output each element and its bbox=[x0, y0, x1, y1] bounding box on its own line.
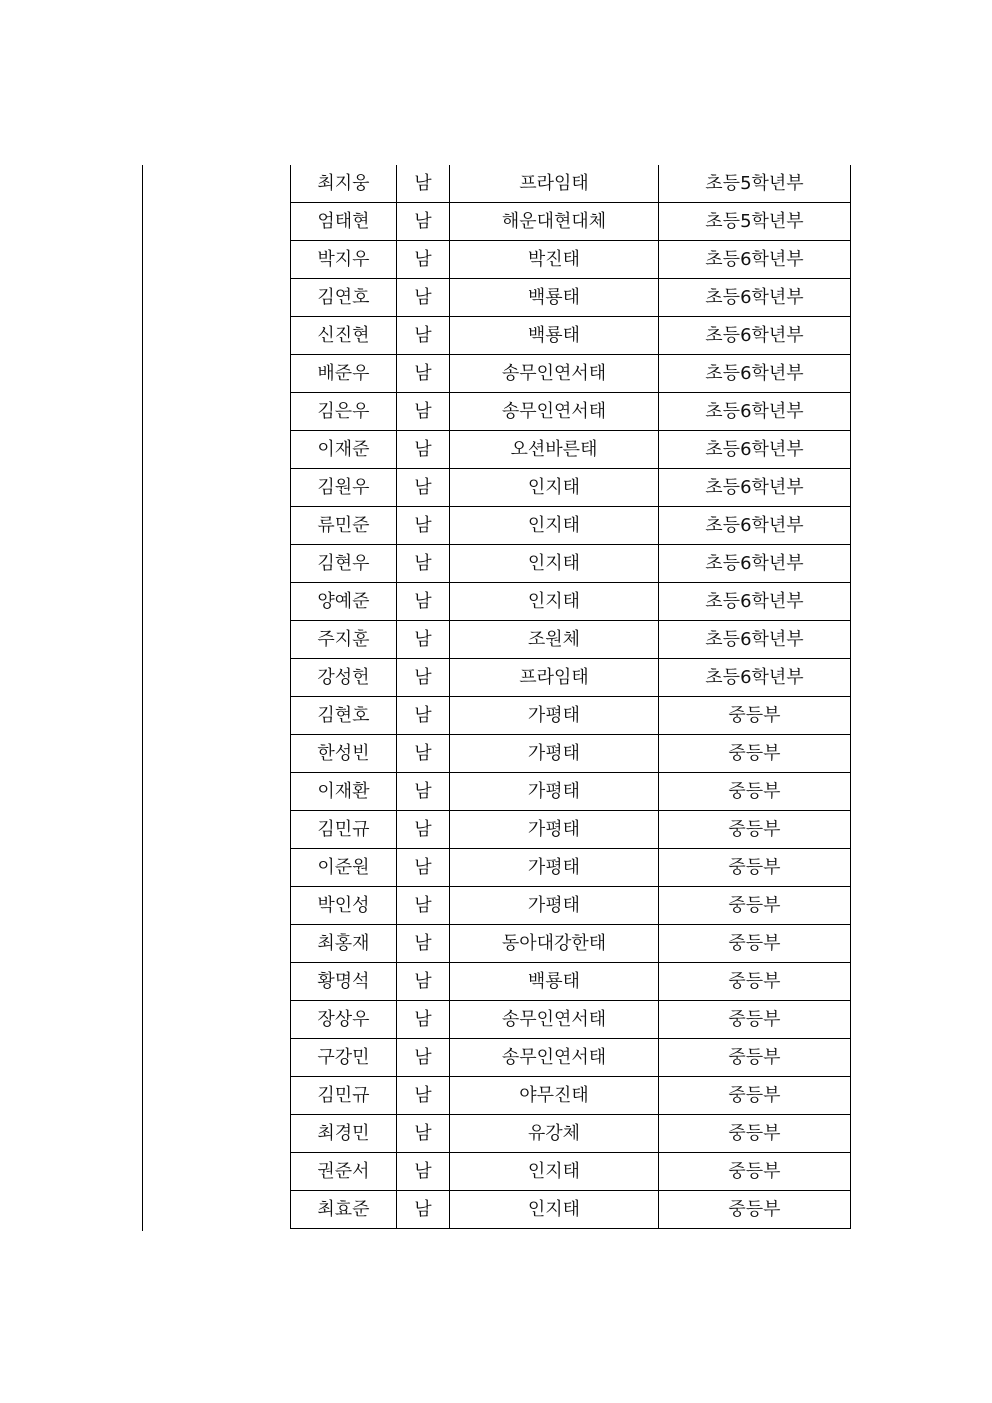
cell-name: 김원우 bbox=[291, 469, 397, 507]
cell-division: 중등부 bbox=[659, 963, 851, 1001]
cell-division: 초등6학년부 bbox=[659, 659, 851, 697]
cell-name: 주지훈 bbox=[291, 621, 397, 659]
cell-gender: 남 bbox=[397, 393, 450, 431]
participants-table bbox=[290, 165, 851, 1229]
cell-club: 오션바른태 bbox=[450, 431, 659, 469]
cell-gender: 남 bbox=[397, 1001, 450, 1039]
cell-division: 초등6학년부 bbox=[659, 355, 851, 393]
cell-division: 초등6학년부 bbox=[659, 393, 851, 431]
cell-club: 가평태 bbox=[450, 735, 659, 773]
cell-name: 구강민 bbox=[291, 1039, 397, 1077]
cell-division: 초등6학년부 bbox=[659, 279, 851, 317]
cell-gender: 남 bbox=[397, 1191, 450, 1229]
cell-division: 중등부 bbox=[659, 1077, 851, 1115]
cell-club: 가평태 bbox=[450, 849, 659, 887]
cell-club: 인지태 bbox=[450, 507, 659, 545]
cell-gender: 남 bbox=[397, 203, 450, 241]
cell-club: 송무인연서태 bbox=[450, 1039, 659, 1077]
cell-gender: 남 bbox=[397, 583, 450, 621]
cell-name: 최홍재 bbox=[291, 925, 397, 963]
cell-club: 가평태 bbox=[450, 697, 659, 735]
cell-name: 양예준 bbox=[291, 583, 397, 621]
cell-name: 김은우 bbox=[291, 393, 397, 431]
cell-name: 류민준 bbox=[291, 507, 397, 545]
cell-name: 김민규 bbox=[291, 1077, 397, 1115]
table-row bbox=[291, 165, 851, 203]
cell-club: 인지태 bbox=[450, 583, 659, 621]
table-row bbox=[291, 1191, 851, 1229]
cell-division: 중등부 bbox=[659, 887, 851, 925]
cell-club: 야무진태 bbox=[450, 1077, 659, 1115]
table-row bbox=[291, 507, 851, 545]
cell-name: 배준우 bbox=[291, 355, 397, 393]
cell-gender: 남 bbox=[397, 621, 450, 659]
cell-division: 초등6학년부 bbox=[659, 469, 851, 507]
table-row bbox=[291, 887, 851, 925]
cell-division: 초등5학년부 bbox=[659, 203, 851, 241]
table-row bbox=[291, 317, 851, 355]
cell-gender: 남 bbox=[397, 925, 450, 963]
cell-club: 송무인연서태 bbox=[450, 1001, 659, 1039]
cell-club: 해운대현대체 bbox=[450, 203, 659, 241]
cell-division: 초등6학년부 bbox=[659, 545, 851, 583]
cell-club: 백룡태 bbox=[450, 317, 659, 355]
cell-gender: 남 bbox=[397, 241, 450, 279]
table-row bbox=[291, 925, 851, 963]
cell-gender: 남 bbox=[397, 849, 450, 887]
cell-division: 중등부 bbox=[659, 735, 851, 773]
cell-division: 초등6학년부 bbox=[659, 583, 851, 621]
table-row bbox=[291, 1115, 851, 1153]
cell-name: 신진현 bbox=[291, 317, 397, 355]
cell-club: 프라임태 bbox=[450, 659, 659, 697]
cell-gender: 남 bbox=[397, 1039, 450, 1077]
cell-club: 백룡태 bbox=[450, 963, 659, 1001]
cell-division: 중등부 bbox=[659, 1191, 851, 1229]
cell-club: 송무인연서태 bbox=[450, 393, 659, 431]
cell-club: 조원체 bbox=[450, 621, 659, 659]
cell-division: 초등6학년부 bbox=[659, 621, 851, 659]
table-row bbox=[291, 1001, 851, 1039]
cell-name: 강성헌 bbox=[291, 659, 397, 697]
cell-club: 프라임태 bbox=[450, 165, 659, 203]
cell-division: 초등6학년부 bbox=[659, 507, 851, 545]
cell-name: 김현호 bbox=[291, 697, 397, 735]
cell-division: 중등부 bbox=[659, 1001, 851, 1039]
cell-gender: 남 bbox=[397, 431, 450, 469]
table-row bbox=[291, 431, 851, 469]
table-row bbox=[291, 621, 851, 659]
left-border-line bbox=[142, 165, 143, 1231]
cell-gender: 남 bbox=[397, 1153, 450, 1191]
cell-club: 가평태 bbox=[450, 811, 659, 849]
cell-name: 김현우 bbox=[291, 545, 397, 583]
cell-name: 엄태현 bbox=[291, 203, 397, 241]
cell-gender: 남 bbox=[397, 735, 450, 773]
cell-name: 한성빈 bbox=[291, 735, 397, 773]
table-row bbox=[291, 963, 851, 1001]
cell-name: 최효준 bbox=[291, 1191, 397, 1229]
cell-club: 인지태 bbox=[450, 1191, 659, 1229]
cell-division: 중등부 bbox=[659, 811, 851, 849]
table-row bbox=[291, 849, 851, 887]
cell-division: 중등부 bbox=[659, 1115, 851, 1153]
cell-club: 유강체 bbox=[450, 1115, 659, 1153]
cell-club: 가평태 bbox=[450, 773, 659, 811]
cell-gender: 남 bbox=[397, 963, 450, 1001]
table-row bbox=[291, 203, 851, 241]
cell-club: 인지태 bbox=[450, 469, 659, 507]
table-row bbox=[291, 697, 851, 735]
participants-table-body bbox=[291, 165, 851, 1229]
table-row bbox=[291, 735, 851, 773]
cell-gender: 남 bbox=[397, 659, 450, 697]
cell-club: 인지태 bbox=[450, 545, 659, 583]
cell-division: 중등부 bbox=[659, 1153, 851, 1191]
cell-division: 초등6학년부 bbox=[659, 317, 851, 355]
cell-gender: 남 bbox=[397, 773, 450, 811]
cell-division: 중등부 bbox=[659, 1039, 851, 1077]
cell-name: 이재환 bbox=[291, 773, 397, 811]
table-row bbox=[291, 279, 851, 317]
cell-gender: 남 bbox=[397, 887, 450, 925]
table-row bbox=[291, 241, 851, 279]
table-row bbox=[291, 583, 851, 621]
table-row bbox=[291, 545, 851, 583]
cell-gender: 남 bbox=[397, 1115, 450, 1153]
cell-name: 이준원 bbox=[291, 849, 397, 887]
cell-name: 장상우 bbox=[291, 1001, 397, 1039]
cell-gender: 남 bbox=[397, 355, 450, 393]
cell-gender: 남 bbox=[397, 545, 450, 583]
cell-gender: 남 bbox=[397, 165, 450, 203]
cell-club: 가평태 bbox=[450, 887, 659, 925]
cell-club: 박진태 bbox=[450, 241, 659, 279]
cell-club: 인지태 bbox=[450, 1153, 659, 1191]
cell-club: 백룡태 bbox=[450, 279, 659, 317]
table-row bbox=[291, 811, 851, 849]
table-row bbox=[291, 1039, 851, 1077]
cell-name: 박지우 bbox=[291, 241, 397, 279]
cell-name: 최지웅 bbox=[291, 165, 397, 203]
cell-gender: 남 bbox=[397, 279, 450, 317]
cell-gender: 남 bbox=[397, 469, 450, 507]
cell-name: 최경민 bbox=[291, 1115, 397, 1153]
cell-club: 송무인연서태 bbox=[450, 355, 659, 393]
cell-division: 중등부 bbox=[659, 697, 851, 735]
table-row bbox=[291, 1077, 851, 1115]
cell-club: 동아대강한태 bbox=[450, 925, 659, 963]
cell-name: 김민규 bbox=[291, 811, 397, 849]
cell-division: 중등부 bbox=[659, 773, 851, 811]
table-row bbox=[291, 393, 851, 431]
cell-division: 중등부 bbox=[659, 849, 851, 887]
cell-name: 이재준 bbox=[291, 431, 397, 469]
cell-gender: 남 bbox=[397, 317, 450, 355]
cell-name: 황명석 bbox=[291, 963, 397, 1001]
table-row bbox=[291, 659, 851, 697]
cell-gender: 남 bbox=[397, 507, 450, 545]
table-row bbox=[291, 1153, 851, 1191]
table-row bbox=[291, 773, 851, 811]
cell-gender: 남 bbox=[397, 1077, 450, 1115]
cell-division: 초등6학년부 bbox=[659, 241, 851, 279]
cell-division: 중등부 bbox=[659, 925, 851, 963]
cell-division: 초등6학년부 bbox=[659, 431, 851, 469]
table-row bbox=[291, 355, 851, 393]
cell-name: 권준서 bbox=[291, 1153, 397, 1191]
table-row bbox=[291, 469, 851, 507]
cell-gender: 남 bbox=[397, 811, 450, 849]
cell-gender: 남 bbox=[397, 697, 450, 735]
cell-name: 박인성 bbox=[291, 887, 397, 925]
cell-division: 초등5학년부 bbox=[659, 165, 851, 203]
cell-name: 김연호 bbox=[291, 279, 397, 317]
